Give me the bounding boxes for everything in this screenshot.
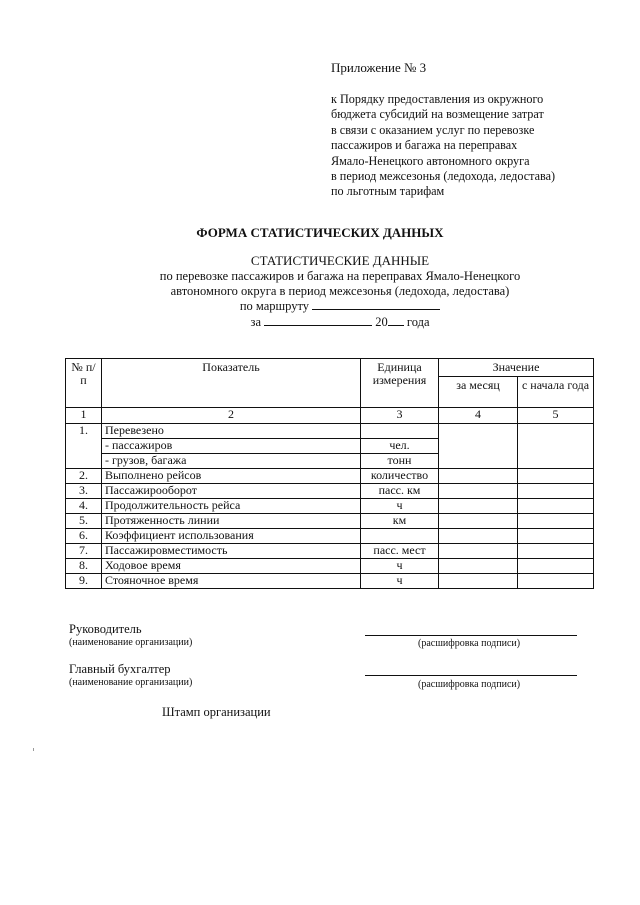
row-num: 7.: [66, 544, 102, 559]
col-number: 5: [518, 408, 594, 424]
row-num: 5.: [66, 514, 102, 529]
col-number: 3: [361, 408, 439, 424]
row-label: Протяженность линии: [102, 514, 361, 529]
value-since-start-cell[interactable]: [518, 544, 594, 559]
value-since-start-cell[interactable]: [518, 499, 594, 514]
appendix-line: к Порядку предоставления из окружного: [331, 92, 544, 106]
row-num: 1.: [66, 424, 102, 469]
header-num: № п/п: [66, 359, 102, 408]
appendix-line: Ямало-Ненецкого автономного округа: [331, 153, 530, 168]
row-label: Пассажирооборот: [102, 484, 361, 499]
value-per-month-cell[interactable]: [439, 514, 518, 529]
appendix-reference: [331, 92, 555, 200]
value-since-start-cell[interactable]: [518, 469, 594, 484]
row-label: Стояночное время: [102, 574, 361, 589]
value-per-month-cell[interactable]: [439, 544, 518, 559]
year-blank[interactable]: [388, 314, 404, 326]
org-name-hint: (наименование организации): [69, 677, 193, 688]
row-unit: ч: [361, 499, 439, 514]
header-value: Значение: [439, 359, 594, 377]
row-unit: пасс. км: [361, 484, 439, 499]
value-per-month-cell[interactable]: [439, 484, 518, 499]
route-line: [100, 298, 580, 314]
statistics-table: [65, 358, 594, 589]
row-num: 8.: [66, 559, 102, 574]
header-unit: Единица измерения: [361, 359, 439, 408]
header-indicator: Показатель: [102, 359, 361, 408]
value-since-start-cell[interactable]: [518, 514, 594, 529]
year-prefix: 20: [375, 315, 388, 330]
col-number: 2: [102, 408, 361, 424]
row-sub-label: - пассажиров: [102, 439, 361, 454]
row-num: 4.: [66, 499, 102, 514]
row-unit: [361, 529, 439, 544]
value-since-start-cell[interactable]: [518, 559, 594, 574]
value-since-start-cell[interactable]: [518, 529, 594, 544]
stat-subtitle-line1: по перевозке пассажиров и багажа на переправах Ямало-Ненецкого: [159, 268, 521, 283]
col-number: 4: [439, 408, 518, 424]
row-num: 3.: [66, 484, 102, 499]
value-since-start-cell[interactable]: [518, 484, 594, 499]
accountant-signature-block: [69, 662, 192, 690]
head-label: Руководитель: [69, 622, 142, 636]
value-since-start-cell[interactable]: [518, 574, 594, 589]
form-title: ФОРМА СТАТИСТИЧЕСКИХ ДАННЫХ: [196, 225, 444, 240]
row-unit: чел.: [361, 439, 439, 454]
signature-decode-hint: (расшифровка подписи): [418, 638, 521, 649]
period-blank[interactable]: [264, 314, 372, 326]
row-unit: ч: [361, 559, 439, 574]
row-label: Выполнено рейсов: [102, 469, 361, 484]
appendix-line: в период межсезонья (ледохода, ледостава): [331, 169, 556, 184]
appendix-line: пассажиров и багажа на переправах: [331, 138, 518, 153]
row-sub-label: - грузов, багажа: [102, 454, 361, 469]
signature-decode-hint: (расшифровка подписи): [418, 679, 521, 690]
route-blank[interactable]: [312, 298, 440, 310]
row-unit: тонн: [361, 454, 439, 469]
stat-heading: СТАТИСТИЧЕСКИЕ ДАННЫЕ: [250, 253, 430, 268]
organization-stamp-label: Штамп организации: [162, 705, 271, 719]
year-suffix: года: [406, 315, 430, 330]
appendix-title: Приложение № 3: [331, 60, 427, 75]
header-since-start: с начала года: [518, 377, 594, 408]
row-label: Продолжительность рейса: [102, 499, 361, 514]
value-since-start-cell[interactable]: [518, 424, 594, 469]
row-num: 6.: [66, 529, 102, 544]
value-per-month-cell[interactable]: [439, 499, 518, 514]
org-name-hint: (наименование организации): [69, 637, 193, 648]
appendix-line: бюджета субсидий на возмещение затрат: [331, 107, 544, 122]
row-label: Перевезено: [102, 424, 361, 439]
value-per-month-cell[interactable]: [439, 469, 518, 484]
appendix-line: в связи с оказанием услуг по перевозке: [331, 122, 535, 137]
row-num: 2.: [66, 469, 102, 484]
value-per-month-cell[interactable]: [439, 529, 518, 544]
value-per-month-cell[interactable]: [439, 559, 518, 574]
row-num: 9.: [66, 574, 102, 589]
scan-mark: [33, 748, 34, 751]
row-label: Коэффициент использования: [102, 529, 361, 544]
accountant-label: Главный бухгалтер: [69, 662, 171, 676]
head-signature-block: [69, 622, 192, 650]
row-unit: количество: [361, 469, 439, 484]
head-signature-line[interactable]: [365, 635, 577, 636]
row-label: Пассажировместимость: [102, 544, 361, 559]
row-label: Ходовое время: [102, 559, 361, 574]
header-per-month: за месяц: [439, 377, 518, 408]
row-unit: пасс. мест: [361, 544, 439, 559]
period-line: [100, 314, 580, 330]
period-for-label: за: [250, 315, 261, 330]
accountant-signature-line[interactable]: [365, 675, 577, 676]
row-unit: ч: [361, 574, 439, 589]
row-unit-cell[interactable]: [361, 424, 439, 439]
appendix-line: по льготным тарифам: [331, 184, 445, 199]
col-number: 1: [66, 408, 102, 424]
stat-heading-block: [100, 254, 580, 330]
row-unit: км: [361, 514, 439, 529]
value-per-month-cell[interactable]: [439, 424, 518, 469]
route-label: по маршруту: [239, 299, 310, 314]
stat-subtitle-line2: автономного округа в период межсезонья (ледохода, ледостава): [170, 283, 510, 298]
value-per-month-cell[interactable]: [439, 574, 518, 589]
